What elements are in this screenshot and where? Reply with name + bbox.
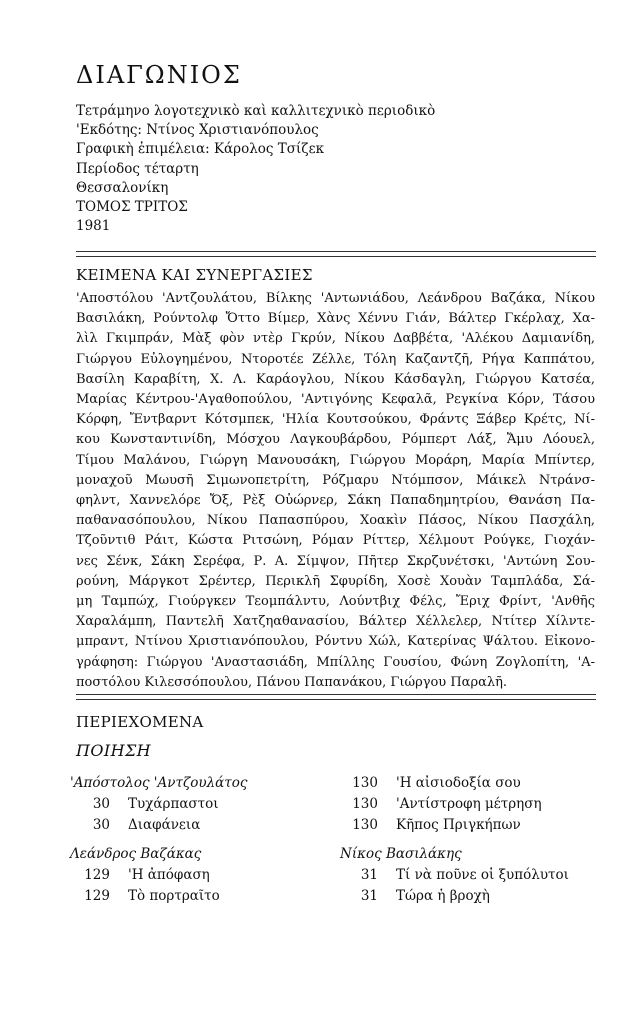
contributors-line: Τίμου Μαλάνου, Γιώργη Μανουσάκη, Γιώργου Μοράρη, Μαρία Μπίντερ, [76, 452, 595, 468]
contributors-line: φηλντ, Χαννελόρε Ὄξ, Ρὲξ Οὐώρνερ, Σάκη Παπαδημητρίου, Θανάση Πα- [76, 493, 595, 509]
contributors-line: γράφηση: Γιώργου 'Αναστασιάδη, Μπίλλης Γουσίου, Φώνη Ζογλοπίτη, 'Α- [76, 654, 595, 670]
masthead-info [76, 102, 435, 236]
poem-title: Τὸ πορτραῖτο [128, 888, 220, 904]
contributors-line: Βασίλη Καραβίτη, Χ. Λ. Καράογλου, Νίκου Κάσδαγλη, Γιώργου Κατσέα, [76, 371, 595, 387]
contents-entry[interactable] [70, 886, 340, 907]
period-line: Περίοδος τέταρτη [76, 160, 199, 177]
page-number: 129 [84, 888, 110, 904]
page-number: 31 [360, 888, 378, 904]
contributors-line: Βασιλάκη, Ρούντολφ Ὄττο Βίμερ, Χὰνς Χέννυ Γιάν, Βάλτερ Γκέρλαχ, Χα- [76, 311, 595, 327]
contributors-line: μοναχοῦ Μωυσῆ Σιμωνοπετρίτη, Ρόζμαρυ Ντόμπσον, Μάικελ Ντράνσ- [76, 472, 595, 488]
contributors-line: κου Κωνσταντινίδη, Μόσχου Λαγκουβάρδου, Ρόμπερτ Λάξ, Ἄμυ Λόουελ, [76, 432, 595, 448]
contents-entry[interactable] [340, 773, 600, 794]
journal-title: ΔΙΑΓΩΝΙΟΣ [76, 61, 242, 89]
contributors-line: ρούνη, Μάργκοτ Σρέντερ, Περικλῆ Σφυρίδη, Χοσὲ Χουὰν Ταμπλάδα, Σά- [76, 573, 595, 589]
poem-title: 'Αντίστροφη μέτρηση [396, 796, 542, 812]
poet-name: 'Απόστολος 'Αντζουλάτος [70, 775, 248, 791]
poet-name: Λεάνδρος Βαζάκας [70, 846, 202, 862]
poet-group [70, 844, 340, 907]
poem-title: 'Η αἰσιοδοξία σου [396, 775, 521, 791]
volume-line: ΤΟΜΟΣ ΤΡΙΤΟΣ [76, 199, 188, 216]
poet-name: Νίκος Βασιλάκης [340, 846, 462, 862]
poem-title: Τώρα ἡ βροχὴ [396, 888, 490, 904]
contributors-line: μη Ταμπώχ, Γιούργκεν Τεομπάλντυ, Λούντβιχ Φέλς, Ἔριχ Φρίντ, 'Ανθῆς [76, 594, 595, 610]
page-number: 130 [352, 775, 378, 791]
poem-title: 'Η ἀπόφαση [128, 867, 210, 883]
page-number: 130 [352, 796, 378, 812]
page-number: 129 [84, 867, 110, 883]
page-number: 130 [352, 817, 378, 833]
contributors-line: λὶλ Γκιμπράν, Μὰξ φὸν ντὲρ Γκρύν, Νίκου Δαββέτα, 'Αλέκου Δαμιανίδη, [76, 331, 595, 347]
contents-entry[interactable] [340, 865, 600, 886]
publisher-line: 'Εκδότης: Ντίνος Χριστιανόπουλος [76, 122, 319, 139]
page-number: 31 [360, 867, 378, 883]
contributors-line: Κόρφη, Ἔντβαρντ Κότσμπεκ, 'Ηλία Κουτσούκου, Φράντς Ξάβερ Κρέτς, Νί- [76, 412, 595, 428]
page-number: 30 [92, 817, 110, 833]
contributors-line: ποστόλου Κιλεσσόπουλου, Πάνου Παπανάκου, Γιώργου Παραλῆ. [76, 674, 508, 690]
contributors-line: μπραντ, Ντίνου Χριστιανόπουλου, Ρόντνυ Χώλ, Κατερίνας Ψάλτου. Εἰκονο- [76, 634, 595, 650]
contributors-heading: ΚΕΙΜΕΝΑ ΚΑΙ ΣΥΝΕΡΓΑΣΙΕΣ [76, 266, 313, 284]
poem-title: Τί νὰ ποῦνε οἱ ξυπόλυτοι [396, 867, 569, 883]
contributors-list [76, 289, 595, 693]
poetry-section-heading: ΠΟΙΗΣΗ [76, 741, 152, 760]
contents-entry[interactable] [340, 886, 600, 907]
contributors-line: παθανασόπουλου, Νίκου Παπασπύρου, Χοακὶν Πάσος, Νίκου Πασχάλη, [76, 513, 595, 529]
poem-title: Κῆπος Πριγκήπων [396, 817, 521, 833]
poem-title: Τυχάρπαστοι [128, 796, 219, 812]
poet-group [340, 844, 600, 907]
contributors-line: Γιώργου Εὐλογημένου, Ντοροτέε Ζέλλε, Τόλη Καζαντζῆ, Ρήγα Καππάτου, [76, 351, 595, 367]
design-line: Γραφικὴ ἐπιμέλεια: Κάρολος Τσίζεκ [76, 141, 325, 158]
poem-title: Διαφάνεια [128, 817, 201, 833]
contents-left-column [70, 773, 340, 907]
poet-group [340, 773, 600, 836]
contents-entry[interactable] [340, 815, 600, 836]
divider-rule [76, 251, 596, 257]
year-line: 1981 [76, 218, 111, 235]
contents-entry[interactable] [70, 794, 340, 815]
subtitle: Τετράμηνο λογοτεχνικὸ καὶ καλλιτεχνικὸ περιοδικὸ [76, 103, 436, 119]
contents-entry[interactable] [340, 794, 600, 815]
contributors-line: Τζοῦντιθ Ράιτ, Κώστα Ριτσώνη, Ρόμαν Ρίττερ, Χέλμουτ Ρούγκε, Γιοχάν- [76, 533, 595, 549]
contributors-line: Χαραλάμπη, Παντελῆ Χατζηαθανασίου, Βάλτερ Χέλλελερ, Ντίτερ Χίλντε- [76, 614, 595, 630]
contents-heading: ΠΕΡΙΕΧΟΜΕΝΑ [76, 713, 204, 731]
contributors-line: νες Σένκ, Σάκη Σερέφα, Ρ. Α. Σίμψον, Πῆτερ Σκρζυνέτσκι, 'Αντώνη Σου- [76, 553, 595, 569]
contents-entry[interactable] [70, 815, 340, 836]
contributors-line: Μαρίας Κέντρου-'Αγαθοπούλου, 'Αντιγόνης Κεφαλᾶ, Ρεγκίνα Κόρν, Τάσου [76, 392, 595, 408]
city-line: Θεσσαλονίκη [76, 179, 169, 196]
contents-entry[interactable] [70, 865, 340, 886]
poet-group [70, 773, 340, 836]
contributors-line: 'Αποστόλου 'Αντζουλάτου, Βίλκης 'Αντωνιάδου, Λεάνδρου Βαζάκα, Νίκου [76, 291, 595, 306]
contents-right-column [340, 773, 600, 907]
divider-rule [76, 694, 596, 700]
page-number: 30 [92, 796, 110, 812]
